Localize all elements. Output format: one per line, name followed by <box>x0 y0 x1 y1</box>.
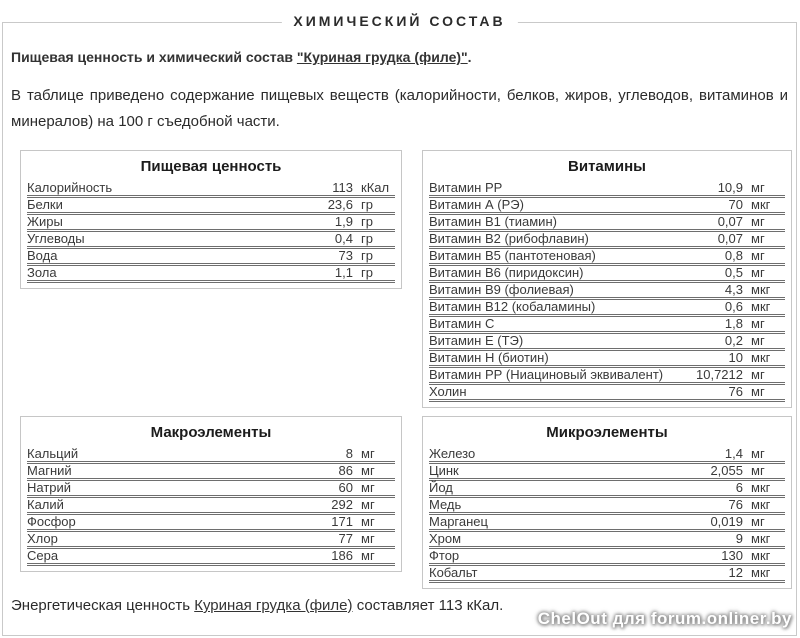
row-label: Вода <box>27 248 278 265</box>
row-label: Фосфор <box>27 514 256 531</box>
row-label: Кобальт <box>429 565 631 582</box>
row-label: Углеводы <box>27 231 278 248</box>
table-row <box>429 197 785 214</box>
row-value: 60 <box>256 480 353 497</box>
panel-vitamins <box>422 150 792 408</box>
table-row <box>429 248 785 265</box>
row-value: 77 <box>256 531 353 548</box>
row-value: 10 <box>691 350 744 367</box>
row-label: Витамин В2 (рибофлавин) <box>429 231 691 248</box>
row-value: 0,07 <box>691 214 744 231</box>
table-row <box>27 531 395 548</box>
row-label: Жиры <box>27 214 278 231</box>
row-unit: кКал <box>353 181 395 197</box>
microelements-table <box>429 447 785 583</box>
table-row <box>429 316 785 333</box>
row-value: 12 <box>631 565 743 582</box>
row-value: 6 <box>631 480 743 497</box>
row-unit: мкг <box>743 497 785 514</box>
tables-grid <box>20 150 796 589</box>
table-title-macroelements: Макроэлементы <box>150 424 272 441</box>
table-row <box>429 548 785 565</box>
row-label: Витамин В1 (тиамин) <box>429 214 691 231</box>
section-title: ХИМИЧЕСКИЙ СОСТАВ <box>281 13 517 29</box>
row-label: Марганец <box>429 514 631 531</box>
table-row <box>429 350 785 367</box>
energy-suffix: составляет 113 кКал. <box>352 597 504 614</box>
chemical-composition-section <box>2 13 797 636</box>
row-unit: гр <box>353 214 395 231</box>
row-value: 76 <box>691 384 744 401</box>
intro-suffix: . <box>467 49 472 65</box>
table-row <box>27 447 395 463</box>
table-row <box>27 214 395 231</box>
row-unit: мг <box>743 384 785 401</box>
row-label: Цинк <box>429 463 631 480</box>
row-unit: мг <box>353 463 395 480</box>
table-row <box>429 299 785 316</box>
row-value: 0,8 <box>691 248 744 265</box>
row-label: Калорийность <box>27 181 278 197</box>
row-unit: гр <box>353 231 395 248</box>
row-unit: гр <box>353 248 395 265</box>
row-unit: мг <box>353 514 395 531</box>
row-unit: гр <box>353 265 395 282</box>
row-label: Железо <box>429 447 631 463</box>
food-link[interactable]: "Куриная грудка (филе)" <box>296 49 468 65</box>
table-row <box>429 480 785 497</box>
row-unit: мкг <box>743 531 785 548</box>
row-label: Витамин В5 (пантотеновая) <box>429 248 691 265</box>
row-label: Сера <box>27 548 256 565</box>
row-label: Йод <box>429 480 631 497</box>
row-unit: мкг <box>743 197 785 214</box>
row-unit: мг <box>743 463 785 480</box>
row-value: 1,8 <box>691 316 744 333</box>
row-unit: мг <box>743 447 785 463</box>
table-row <box>27 197 395 214</box>
table-row <box>429 514 785 531</box>
table-row <box>27 265 395 282</box>
table-row <box>429 447 785 463</box>
nutrition-table <box>27 181 395 283</box>
row-value: 8 <box>256 447 353 463</box>
row-label: Витамин В12 (кобаламины) <box>429 299 691 316</box>
row-unit: мг <box>743 514 785 531</box>
row-label: Хлор <box>27 531 256 548</box>
row-unit: мг <box>743 316 785 333</box>
row-unit: мг <box>743 367 785 384</box>
row-label: Витамин В6 (пиридоксин) <box>429 265 691 282</box>
table-row <box>27 231 395 248</box>
row-value: 10,7212 <box>691 367 744 384</box>
row-value: 292 <box>256 497 353 514</box>
macroelements-table <box>27 447 395 566</box>
table-row <box>429 463 785 480</box>
description-text: В таблице приведено содержание пищевых веществ (калорийности, белков, жиров, углеводов, витаминов и минералов) на 100 г съедобной части. <box>11 87 788 130</box>
table-row <box>27 514 395 531</box>
table-row <box>429 367 785 384</box>
row-label: Витамин А (РЭ) <box>429 197 691 214</box>
row-value: 0,2 <box>691 333 744 350</box>
row-label: Калий <box>27 497 256 514</box>
row-value: 76 <box>631 497 743 514</box>
row-value: 113 <box>278 181 353 197</box>
row-unit: мг <box>353 497 395 514</box>
vitamins-table <box>429 181 785 402</box>
row-unit: мг <box>353 480 395 497</box>
row-value: 4,3 <box>691 282 744 299</box>
row-label: Витамин Е (ТЭ) <box>429 333 691 350</box>
table-row <box>429 231 785 248</box>
food-link-footer[interactable]: Куриная грудка (филе) <box>194 597 353 614</box>
row-value: 0,019 <box>631 514 743 531</box>
panel-microelements <box>422 416 792 589</box>
row-value: 0,4 <box>278 231 353 248</box>
row-value: 171 <box>256 514 353 531</box>
table-row <box>27 480 395 497</box>
row-value: 73 <box>278 248 353 265</box>
row-value: 0,5 <box>691 265 744 282</box>
panel-macroelements <box>20 416 402 572</box>
row-unit: мг <box>743 214 785 231</box>
table-row <box>27 548 395 565</box>
intro-prefix: Пищевая ценность и химический состав <box>11 49 297 65</box>
row-value: 2,055 <box>631 463 743 480</box>
row-unit: мг <box>743 181 785 197</box>
row-unit: мкг <box>743 350 785 367</box>
row-value: 86 <box>256 463 353 480</box>
table-title-nutrition: Пищевая ценность <box>140 158 282 175</box>
row-label: Витамин РР <box>429 181 691 197</box>
table-row <box>27 248 395 265</box>
table-row <box>429 181 785 197</box>
panel-nutrition-value <box>20 150 402 289</box>
row-value: 9 <box>631 531 743 548</box>
row-value: 1,9 <box>278 214 353 231</box>
row-value: 186 <box>256 548 353 565</box>
row-unit: мкг <box>743 282 785 299</box>
row-label: Витамин В9 (фолиевая) <box>429 282 691 299</box>
table-row <box>27 181 395 197</box>
row-unit: мг <box>743 265 785 282</box>
row-label: Натрий <box>27 480 256 497</box>
row-label: Фтор <box>429 548 631 565</box>
table-row <box>429 384 785 401</box>
row-unit: мг <box>743 248 785 265</box>
row-label: Медь <box>429 497 631 514</box>
row-unit: мкг <box>743 548 785 565</box>
table-row <box>429 497 785 514</box>
row-value: 0,6 <box>691 299 744 316</box>
row-unit: мг <box>353 531 395 548</box>
table-row <box>429 265 785 282</box>
intro-line <box>11 49 788 65</box>
table-row <box>429 333 785 350</box>
row-unit: мг <box>353 548 395 565</box>
row-label: Витамин РР (Ниациновый эквивалент) <box>429 367 691 384</box>
row-unit: мг <box>743 231 785 248</box>
table-row <box>27 497 395 514</box>
row-label: Витамин С <box>429 316 691 333</box>
row-unit: мкг <box>743 299 785 316</box>
row-value: 1,1 <box>278 265 353 282</box>
row-label: Кальций <box>27 447 256 463</box>
table-row <box>429 282 785 299</box>
table-row <box>429 565 785 582</box>
row-label: Холин <box>429 384 691 401</box>
row-value: 1,4 <box>631 447 743 463</box>
table-row <box>27 463 395 480</box>
row-unit: мкг <box>743 480 785 497</box>
row-label: Зола <box>27 265 278 282</box>
table-row <box>429 531 785 548</box>
row-value: 23,6 <box>278 197 353 214</box>
row-label: Магний <box>27 463 256 480</box>
row-label: Хром <box>429 531 631 548</box>
row-value: 0,07 <box>691 231 744 248</box>
row-label: Белки <box>27 197 278 214</box>
row-unit: мкг <box>743 565 785 582</box>
watermark: ChelOut для forum.onliner.by <box>537 609 792 628</box>
row-value: 10,9 <box>691 181 744 197</box>
table-row <box>429 214 785 231</box>
row-label: Витамин Н (биотин) <box>429 350 691 367</box>
row-value: 70 <box>691 197 744 214</box>
row-unit: гр <box>353 197 395 214</box>
row-unit: мг <box>743 333 785 350</box>
row-unit: мг <box>353 447 395 463</box>
energy-prefix: Энергетическая ценность <box>11 597 195 614</box>
table-title-microelements: Микроэлементы <box>546 424 668 441</box>
table-title-vitamins: Витамины <box>568 158 646 175</box>
row-value: 130 <box>631 548 743 565</box>
